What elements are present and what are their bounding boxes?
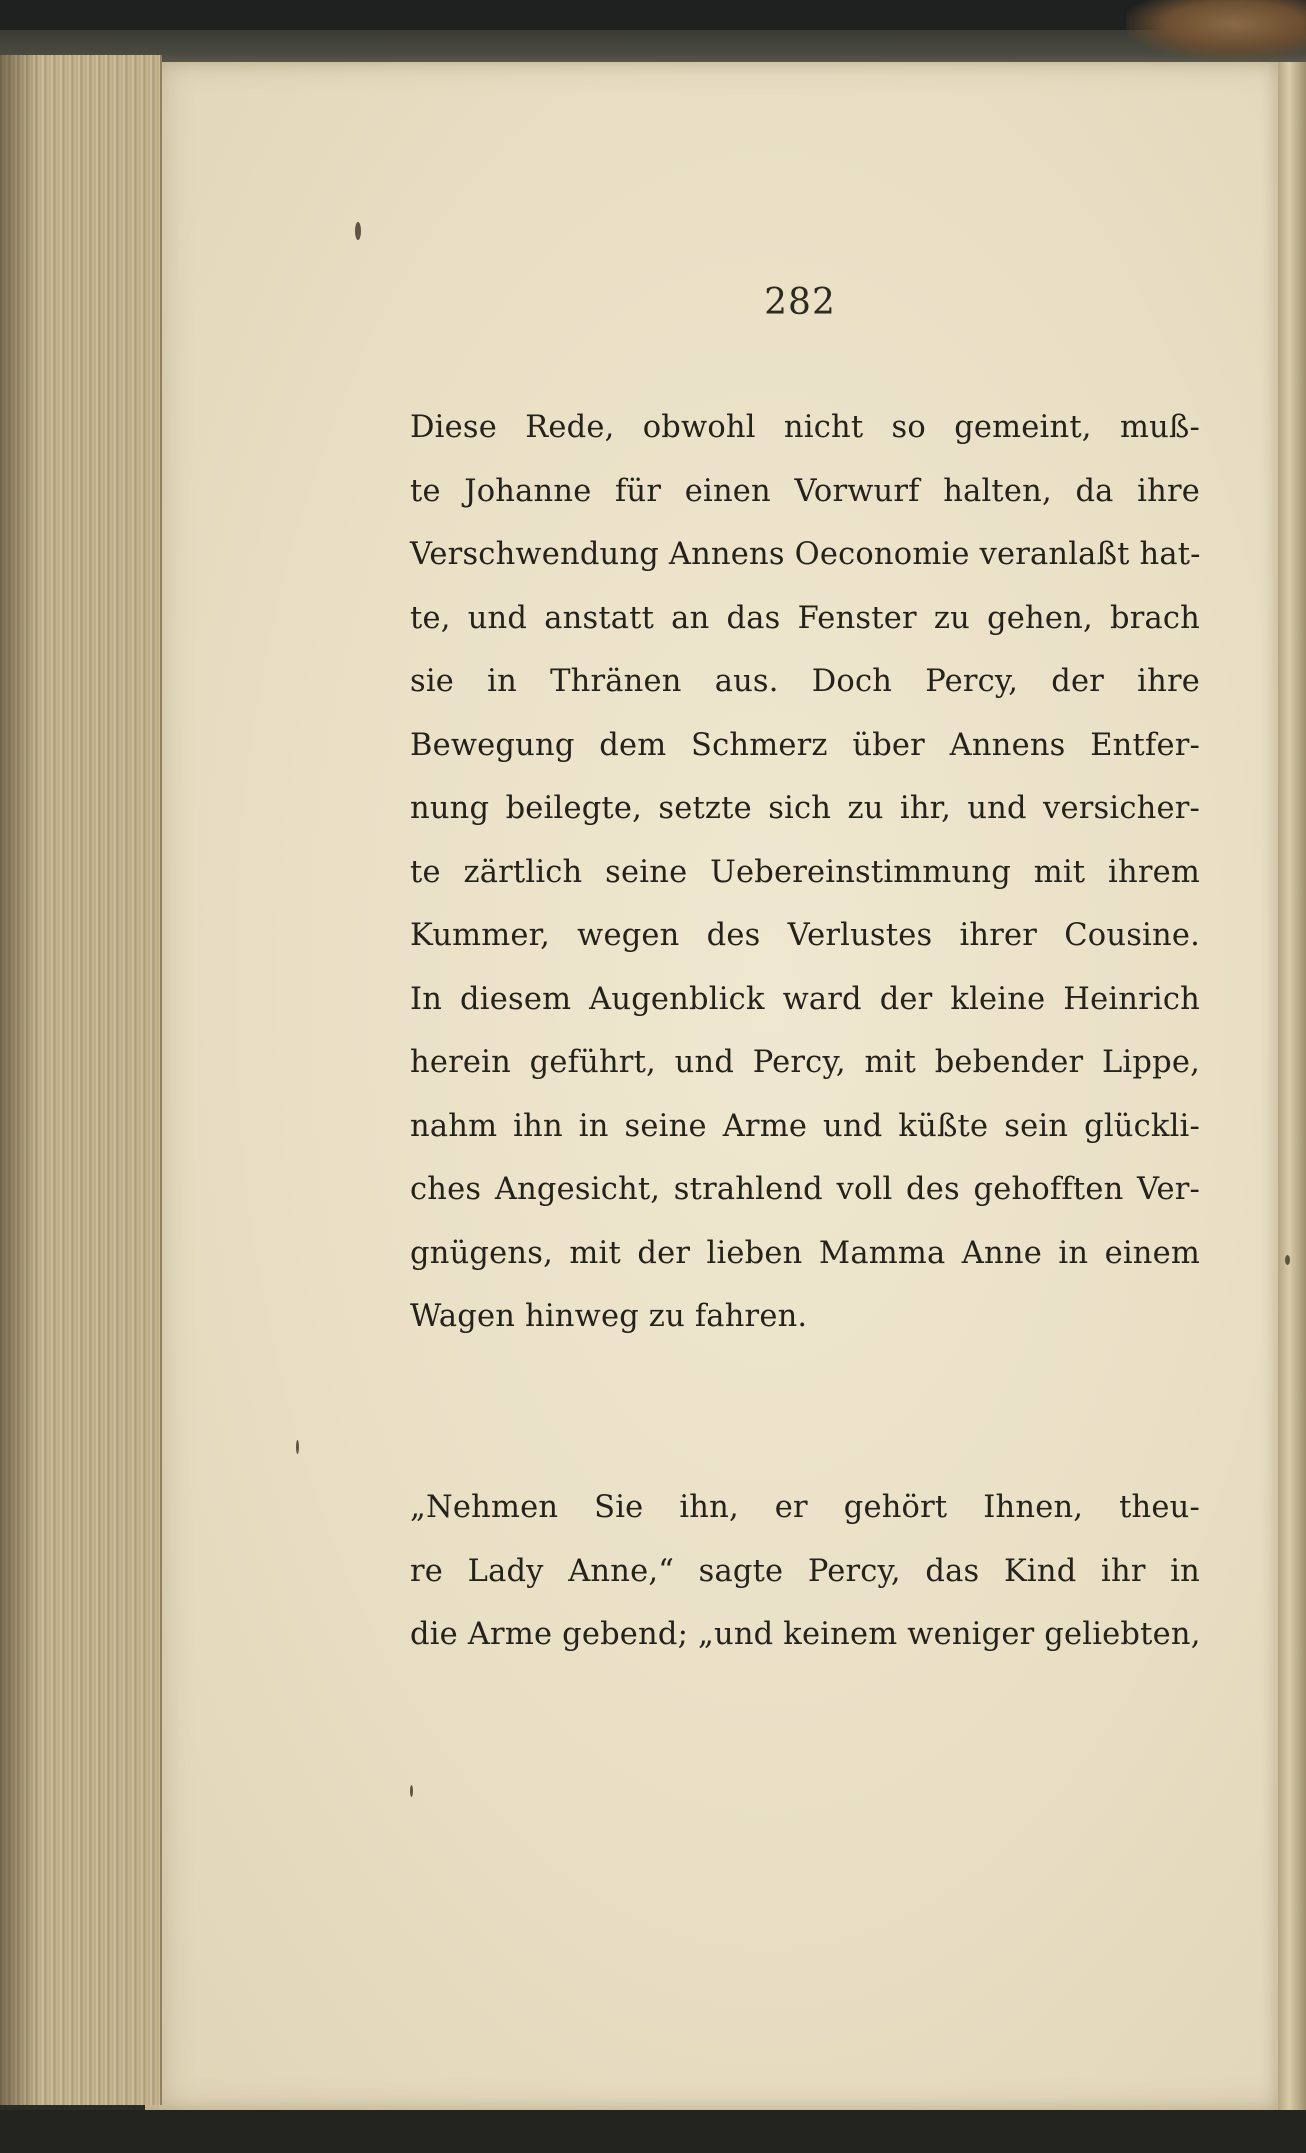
paragraph-2 <box>410 1476 1200 1667</box>
paper-speck <box>296 1440 299 1454</box>
book-edge-shadow <box>0 55 40 2105</box>
text-line: te, und anstatt an das Fenster zu gehen, brach <box>410 600 1200 636</box>
text-line: herein geführt, und Percy, mit bebender Lippe, <box>410 1045 1200 1080</box>
text-line: Wagen hinweg zu fahren. <box>410 1299 808 1334</box>
text-line: gnügens, mit der lieben Mamma Anne in einem <box>410 1235 1200 1271</box>
text-line: die Arme gebend; „und keinem weniger geliebten, <box>410 1617 1201 1652</box>
text-line: „Nehmen Sie ihn, er gehört Ihnen, theu- <box>410 1490 1200 1525</box>
text-line: Bewegung dem Schmerz über Annens Entfer- <box>410 727 1200 763</box>
cover-damage <box>1126 0 1306 60</box>
page-number: 282 <box>764 282 836 323</box>
text-line: te zärtlich seine Uebereinstimmung mit ihrem <box>410 854 1200 890</box>
text-line: In diesem Augenblick ward der kleine Heinrich <box>410 981 1200 1017</box>
paragraph-1 <box>410 396 1200 1349</box>
text-line: Kummer, wegen des Verlustes ihrer Cousine. <box>410 918 1200 953</box>
paper-speck <box>410 1785 413 1797</box>
text-line: sie in Thränen aus. Doch Percy, der ihre <box>410 664 1200 699</box>
text-line: re Lady Anne,“ sagte Percy, das Kind ihr in <box>410 1553 1200 1589</box>
paper-speck <box>355 222 361 240</box>
right-page-edge <box>1278 62 1306 2110</box>
text-line: nahm ihn in seine Arme und küßte sein glückli- <box>410 1108 1200 1144</box>
text-line: Verschwendung Annens Oeconomie veranlaßt hat- <box>410 537 1201 572</box>
text-line: Diese Rede, obwohl nicht so gemeint, muß- <box>410 410 1200 445</box>
paper-speck <box>1285 1255 1290 1265</box>
text-line: te Johanne für einen Vorwurf halten, da ihre <box>410 473 1200 509</box>
scan-bottom-border <box>0 2110 1306 2153</box>
text-line: ches Angesicht, strahlend voll des gehofften Ver- <box>410 1172 1200 1207</box>
text-line: nung beilegte, setzte sich zu ihr, und versicher- <box>410 791 1200 826</box>
